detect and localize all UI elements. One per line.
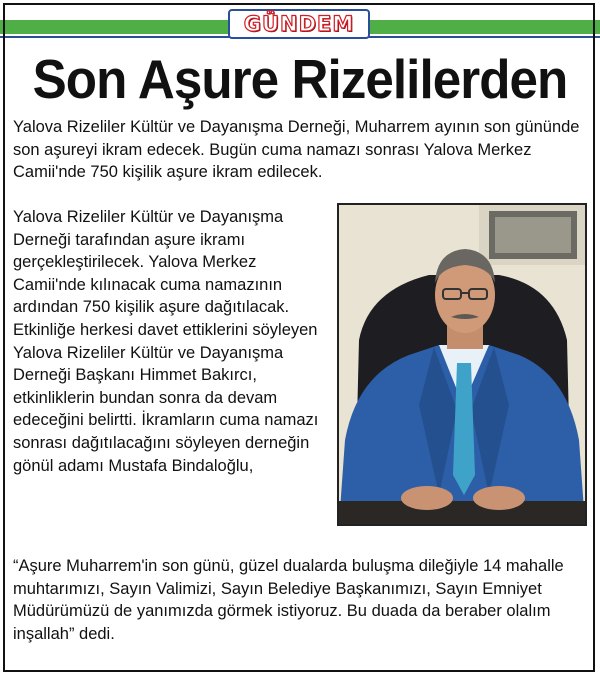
article-body-tail: “Aşure Muharrem'in son günü, güzel dualarda buluşma dileğiyle 14 mahalle muhtarımızı, Sayın Valimizi, Sayın Belediye Başkanımızı, Sayın Emniyet Müdürümüzü de yanımızda görmek istiyoruz. Bu duada da beraber olalım inşallah” dedi. (13, 557, 564, 643)
portrait-image (339, 205, 585, 524)
section-label: GÜNDEM (243, 11, 355, 36)
section-label-box (228, 9, 370, 39)
article-lede: Yalova Rizeliler Kültür ve Dayanışma Derneği, Muharrem ayının son gününde son aşureyi ikram edecek. Bugün cuma namazı sonrası Yalova Merkez Camii'nde 750 kişilik aşure ikram edilecek. (13, 118, 580, 182)
headline: Son Aşure Rizelilerden (32, 48, 568, 110)
portrait-photo (337, 203, 587, 526)
article-body-column: Yalova Rizeliler Kültür ve Dayanışma Derneği tarafından aşure ikramı gerçekleştirilecek. Yalova Merkez Camii'nde kılınacak cuma namazının ardından 750 kişilik aşure dağıtılacak. Etkinliğe herkesi davet ettiklerini söyleyen Yalova Rizeliler Kültür ve Dayanışma Derneği Başkanı Himmet Bakırcı, etkinliklerin bundan sonra da devam edeceğini belirtti. İkramların cuma namazı sonrası dağıtılacağını söyleyen derneğin gönül adamı Mustafa Bindaloğlu, (13, 208, 319, 475)
